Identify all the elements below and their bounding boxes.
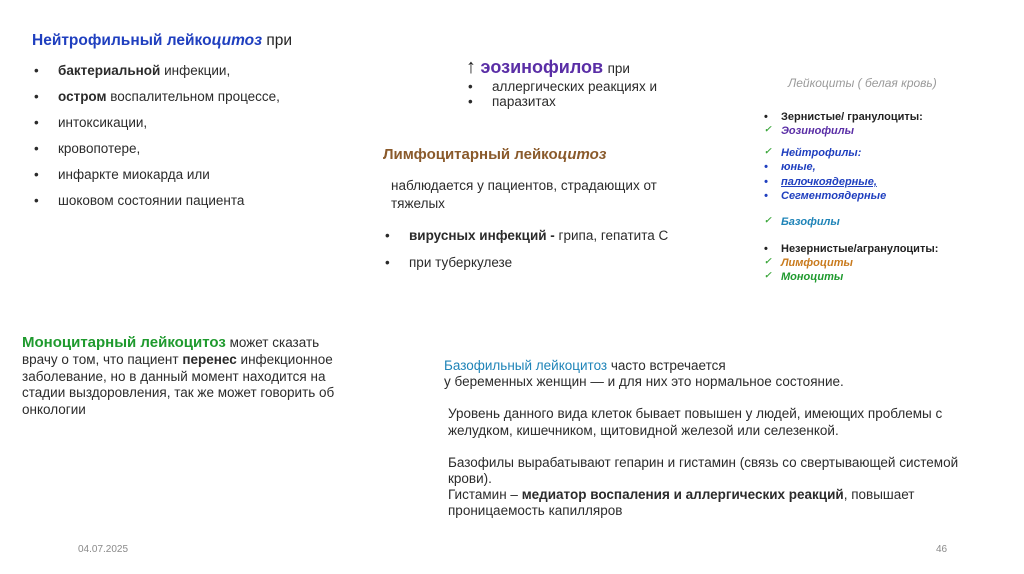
list-item: • аллергических реакциях и xyxy=(466,79,726,94)
lymphocyte-title: Лимфоцитарный лейкоцитоз xyxy=(383,146,607,163)
list-item: • инфаркте миокарда или xyxy=(32,162,362,188)
check-icon: ✓ xyxy=(764,146,772,157)
eosinophil-title: ↑ эозинофилов при xyxy=(466,56,630,78)
list-item: • кровопотере, xyxy=(32,136,362,162)
list-item: • при туберкулезе xyxy=(383,254,713,272)
list-item: • остром воспалительном процессе, xyxy=(32,84,362,110)
legend-young: • юные, xyxy=(764,161,816,174)
list-item: • паразитах xyxy=(466,94,726,109)
legend-baso: ✓ Базофилы xyxy=(764,215,840,229)
check-icon: ✓ xyxy=(764,123,772,134)
footer-date: 04.07.2025 xyxy=(78,544,129,555)
legend-granular: • Зернистые/ гранулоциты: xyxy=(764,110,923,123)
legend-eos: ✓ Эозинофилы xyxy=(764,123,855,137)
basophil-intro: Базофильный лейкоцитоз часто встречается xyxy=(444,358,726,373)
legend-mono: ✓ Моноциты xyxy=(764,270,844,284)
legend-title: Лейкоциты ( белая кровь) xyxy=(788,76,937,90)
basophil-line2: у беременных женщин — и для них это нормальное состояние. xyxy=(444,374,844,390)
legend-lymph: ✓ Лимфоциты xyxy=(764,255,853,269)
neutrophil-title: Нейтрофильный лейкоцитоз при xyxy=(32,32,293,49)
basophil-para2: Уровень данного вида клеток бывает повышен у людей, имеющих проблемы с желудком, кишечником, щитовидной железой или селезенкой. xyxy=(448,406,943,438)
list-item: • шоковом состоянии пациента xyxy=(32,188,362,214)
check-icon: ✓ xyxy=(764,255,772,266)
basophil-para3: Базофилы вырабатывают гепарин и гистамин (связь со свертывающей системой крови). xyxy=(448,454,959,486)
lymphocyte-block xyxy=(383,146,713,272)
page-number: 46 xyxy=(936,544,948,555)
legend-neut: ✓ Нейтрофилы: xyxy=(764,146,862,160)
list-item: • вирусных инфекций - грипа, гепатита С xyxy=(383,227,709,245)
list-item: • интоксикации, xyxy=(32,110,362,136)
check-icon: ✓ xyxy=(764,270,772,281)
eosinophil-block xyxy=(466,56,726,109)
monocyte-block: Моноцитарный лейкоцитоз может сказать врачу о том, что пациент перенес инфекционное заболевание, но в данный момент находится на стадии выздоровления, так же может говорить об онкологии xyxy=(22,334,335,417)
basophil-para4: Гистамин – медиатор воспаления и аллергических реакций, повышает проницаемость капилляров xyxy=(448,487,915,519)
leukocyte-legend xyxy=(762,76,1002,285)
check-icon: ✓ xyxy=(764,215,772,226)
neutrophil-block xyxy=(32,32,362,214)
legend-band: • палочкоядерные, xyxy=(764,175,877,188)
list-item: • бактериальной инфекции, xyxy=(32,58,362,84)
basophil-block xyxy=(444,358,984,520)
lymphocyte-text: наблюдается у пациентов, страдающих от тяжелых xyxy=(391,178,657,211)
legend-seg: • Сегментоядерные xyxy=(764,190,887,203)
legend-agranular: • Незернистые/агранулоциты: xyxy=(764,242,939,255)
